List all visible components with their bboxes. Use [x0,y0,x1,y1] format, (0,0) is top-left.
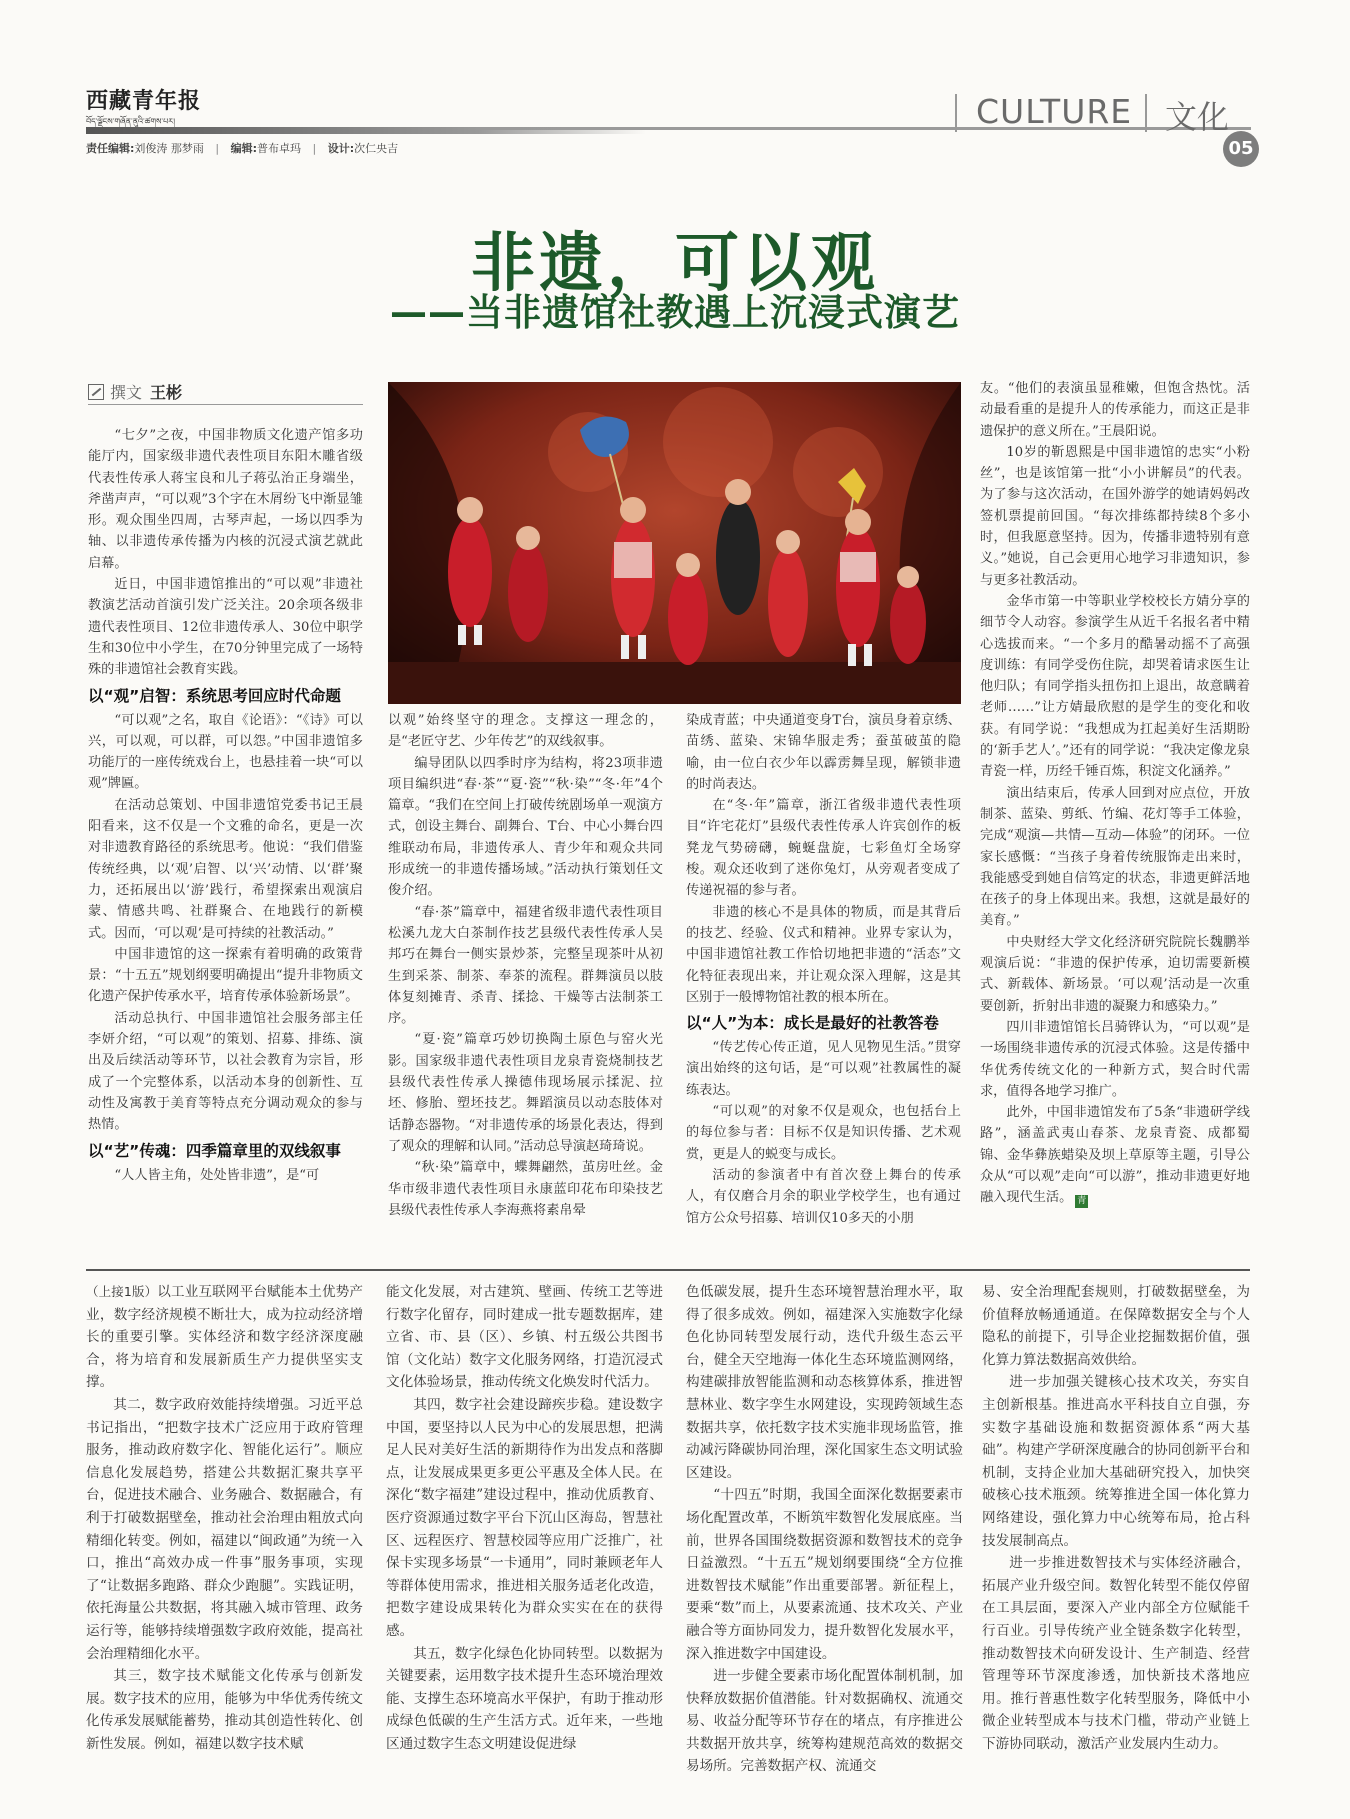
paragraph: “七夕”之夜，中国非物质文化遗产馆多功能厅内，国家级非遗代表性项目东阳木雕省级代表性传承人蒋宝良和儿子蒋弘治正身端坐，斧凿声声，“可以观”3个字在木屑纷飞中渐显雏形。观众围坐四周，古琴声起，一场以四季为轴、以非遗传承传播为内核的沉浸式演艺就此启幕。 [88,428,363,571]
paragraph: 进一步推进数智技术与实体经济融合，拓展产业升级空间。数智化转型不能仅停留在工具层面，要深入产业内部全方位赋能千行百业。引导传统产业全链条数字化转型，推动数智技术向研发设计、生产制造、经营管理等环节深度渗透，加快新技术落地应用。推行普惠性数字化转型服务，降低中小微企业转型成本与技术门槛，带动产业链上下游协同联动，激活产业发展内生动力。 [982,1555,1250,1752]
article-col3 [686,710,961,1229]
paragraph: “可以观”之名，取自《论语》：“《诗》可以兴，可以观，可以群，可以怨。”中国非遗馆多功能厅的一座传统戏台上，也悬挂着一块“可以观”牌匾。 [88,712,363,792]
photo-illustration [388,382,961,704]
end-mark-icon: 青 [1077,1196,1087,1207]
paragraph: 其二，数字政府效能持续增强。习近平总书记指出，“把数字技术广泛应用于政府管理服务，推动政府数字化、智能化运行”。顺应信息化发展趋势，搭建公共数据汇聚共享平台，促进技术融合、业务融合、数据融合，有利于打破数据壁垒，推动社会治理由粗放式向精细化转变。例如，福建以“闽政通”为统一入口，推出“高效办成一件事”服务事项，实现了“让数据多跑路、群众少跑腿”。实践证明，依托海量公共数据，将其融入城市管理、政务运行等，能够持续增强数字政府效能，提高社会治理精细化水平。 [86,1396,363,1662]
article-col4 [980,378,1250,1209]
section-divider [1145,94,1147,132]
paragraph: 金华市第一中等职业学校校长方婧分享的细节令人动容。参演学生从近千名报名者中精心选拔而来。“一个多月的酷暑动摇不了高强度训练：有同学受伤住院，却哭着请求医生让他归队；有同学指头扭伤扣上退出，故意瞒着老师……”让方婧最欣慰的是学生的变化和收获。有同学说：“我想成为扛起美好生活期盼的‘新手艺人’。”还有的同学说：“我决定像龙泉青瓷一样，历经千锤百炼，积淀文化涵养。” [980,593,1250,780]
paragraph: 在“冬·年”篇章，浙江省级非遗代表性项目“许宅花灯”县级代表性传承人许宾创作的板凳龙气势磅礴，蜿蜒盘旋，七彩鱼灯全场穿梭。观众还收到了迷你兔灯，从旁观者变成了传递祝福的参与者。 [686,798,961,899]
bottom-col2 [386,1281,663,1755]
bottom-column-3 [686,1281,963,1801]
paragraph: 四川非遗馆馆长吕骑铧认为，“可以观”是一场围绕非遗传承的沉浸式体验。这是传播中华优秀传统文化的一种新方式，契合时代需求，值得各地学习推广。 [980,1019,1250,1099]
section-heading: 以“观”启智：系统思考回应时代命题 [88,686,341,705]
article-column-1 [88,425,363,1265]
paragraph: “十四五”时期，我国全面深化数据要素市场化配置改革，不断筑牢数智化发展底座。当前，世界各国围绕数据资源和数智技术的竞争日益激烈。“十五五”规划纲要围绕“全方位推进数智技术赋能”作出重要部署。新征程上，要乘“数”而上，从要素流通、技术攻关、产业融合等方面协同发力，提升数智化发展水平，深入推进数字中国建设。 [686,1487,963,1662]
design-label: 设计: [327,142,355,155]
paragraph: 友。“他们的表演虽显稚嫩，但饱含热忱。活动最看重的是提升人的传承能力，而这正是非遗保护的意义所在。”王晨阳说。 [980,381,1250,439]
paragraph: “可以观”的对象不仅是观众，也包括台上的每位参与者：目标不仅是知识传播、艺术观赏，更是人的蜕变与成长。 [686,1104,961,1162]
editor: 普布卓玛 [257,142,302,155]
page-number: 05 [1223,131,1259,167]
byline [88,380,363,403]
chief-editor: 刘俊涛 那梦雨 [134,142,204,155]
section-title-en: CULTURE [976,92,1133,131]
paragraph: “人人皆主角，处处皆非遗”，是“可 [114,1167,320,1183]
section-heading: 以“艺”传魂：四季篇章里的双线叙事 [88,1141,341,1160]
article-column-4 [980,378,1250,1266]
paragraph: “夏·瓷”篇章巧妙切换陶土原色与窑火光影。国家级非遗代表性项目龙泉青瓷烧制技艺县级代表性传承人操德伟现场展示揉泥、拉坯、修胎、塑坯技艺。舞蹈演员以动态肢体对话静态器物。“对非遗传承的场景化表达，得到了观众的理解和认同。”活动总导演赵琦琦说。 [388,1032,663,1154]
designer: 次仁央吉 [354,142,399,155]
paragraph: 以观”始终坚守的理念。支撑这一理念的，是“老匠守艺、少年传艺”的双线叙事。 [388,713,663,750]
article-col1 [88,425,363,1186]
paragraph: 中央财经大学文化经济研究院院长魏鹏举观演后说：“非遗的保护传承，迫切需要新模式、新载体、新场景。‘可以观’活动是一次重要创新，折射出非遗的凝聚力和感染力。” [980,934,1250,1014]
header-rule-accent [86,127,646,134]
bottom-column-2 [386,1281,663,1801]
paragraph [86,1281,363,1394]
section-title-cn: 文化 [1165,98,1230,136]
paragraph: 易、安全治理配套规则，打破数据壁垒，为价值释放畅通通道。在保障数据安全与个人隐私的前提下，引导企业挖掘数据价值，强化算力算法数据高效供给。 [982,1284,1250,1368]
stage-performance-photo [388,382,961,704]
chief-editor-label: 责任编辑: [86,142,135,155]
bottom-col4 [982,1281,1250,1755]
paragraph: 活动的参演者中有首次登上舞台的传承人，有仅磨合月余的职业学校学生，也有通过馆方公众号招募、培训仅10多天的小朋 [686,1167,961,1226]
bottom-col3 [686,1281,963,1778]
pen-icon [88,384,104,400]
paragraph: 能文化发展，对古建筑、壁画、传统工艺等进行数字化留存，同时建成一批专题数据库，建立省、市、县（区）、乡镇、村五级公共图书馆（文化站）数字文化服务网络，打造沉浸式文化体验场景，推动传统文化焕发时代活力。 [386,1284,663,1391]
byline-label: 撰文 [110,383,143,402]
paragraph: 色低碳发展，提升生态环境智慧治理水平，取得了很多成效。例如，福建深入实施数字化绿色化协同转型发展行动，迭代升级生态云平台，健全天空地海一体化生态环境监测网络，构建碳排放智能监测和动态核算体系，推进智慧林业、数字孪生水网建设，实现跨领域生态数据共享，依托数字技术实施非现场监管，推动减污降碳协同治理，深化国家生态文明试验区建设。 [686,1284,963,1481]
paragraph: 染成青蓝；中央通道变身T台，演员身着京绣、苗绣、蓝染、宋锦华服走秀；蚕茧破茧的隐喻，由一位白衣少年以霹雳舞呈现，解锁非遗的时尚表达。 [686,713,961,792]
paragraph: 进一步健全要素市场化配置体制机制，加快释放数据价值潜能。针对数据确权、流通交易、收益分配等环节存在的堵点，有序推进公共数据开放共享，统筹构建规范高效的数据交易场所。完善数据产权、流通交 [686,1668,963,1775]
article-column-2 [388,710,663,1265]
article-title: 非遗，可以观 [471,227,879,301]
editor-credits: 责任编辑:刘俊涛 那梦雨 | 编辑:普布卓玛 | 设计:次仁央吉 [86,142,399,155]
paragraph: 编导团队以四季时序为结构，将23项非遗项目编织进“春·茶”“夏·瓷”“秋·染”“冬·年”4个篇章。“我们在空间上打破传统剧场单一观演方式，创设主舞台、副舞台、T台、中心小舞台四维联动布局，非遗传承人、青少年和观众共同形成统一的非遗传播场域。”活动执行策划任文俊介绍。 [388,755,663,899]
bottom-column-1 [86,1281,363,1801]
paragraph: 活动总执行、中国非遗馆社会服务部主任李妍介绍，“可以观”的策划、招募、排练、演出及后续活动等环节，以社会教育为宗旨，形成了一个完整体系，以活动本身的创新性、互动性及寓教于美育等特点充分调动观众的参与热情。 [88,1010,363,1133]
paragraph-text: 以工业互联网平台赋能本土优势产业，数字经济规模不断壮大，成为拉动经济增长的重要引擎。实体经济和数字经济深度融合，将为培育和发展新质生产力提供坚实支撑。 [86,1284,363,1391]
paragraph: “春·茶”篇章中，福建省级非遗代表性项目松溪九龙大白茶制作技艺县级代表性传承人吴邦巧在舞台一侧实景炒茶，完整呈现茶叶从初生到采茶、制茶、奉茶的流程。群舞演员以肢体复刻摊青、杀青、揉捻、干燥等古法制茶工序。 [388,904,663,1027]
editor-label: 编辑: [230,142,258,155]
paragraph: “传艺传心传正道，见人见物见生活。”贯穿演出始终的这句话，是“可以观”社教属性的凝练表达。 [686,1040,961,1098]
paragraph: 近日，中国非遗馆推出的“可以观”非遗社教演艺活动首演引发广泛关注。20余项各级非遗代表性项目、12位非遗传承人、30位中职学生和30位中小学生，在70分钟里完成了一场特殊的非遗馆社会教育实践。 [88,577,363,678]
newspaper-logo: 西藏青年报 [86,88,202,114]
byline-rule [88,404,363,405]
section-divider-rule [86,1269,1250,1271]
bottom-col1 [86,1281,363,1755]
article-column-3 [686,710,961,1265]
article-subtitle: ——当非遗馆社教遇上沉浸式演艺 [390,291,960,334]
paragraph: 10岁的靳恩熙是中国非遗馆的忠实“小粉丝”，也是该馆第一批“小小讲解员”的代表。为了参与这次活动，在国外游学的她请妈妈改签机票提前回国。“每次排练都持续8个多小时，但我愿意坚持。因为，传播非遗特别有意义。”她说，自己会更用心地学习非遗知识，参与更多社教活动。 [980,444,1250,588]
paragraph: 中国非遗馆的这一探索有着明确的政策背景：“十五五”规划纲要明确提出“提升非物质文化遗产保护传承水平，培育传承体验新场景”。 [88,946,363,1005]
paragraph: 其三，数字技术赋能文化传承与创新发展。数字技术的应用，能够为中华优秀传统文化传承发展赋能蓄势，推动其创造性转化、创新性发展。例如，福建以数字技术赋 [86,1668,363,1752]
paragraph: 演出结束后，传承人回到对应点位，开放制茶、蓝染、剪纸、竹编、花灯等手工体验，完成“观演—共情—互动—体验”的闭环。一位家长感慨：“当孩子身着传统服饰走出来时，我能感受到她自信笃定的状态，非遗更鲜活地在孩子的身上体现出来。我想，这就是最好的美育。” [980,785,1250,929]
paragraph: “秋·染”篇章中，蝶舞翩然，茧房吐丝。金华市级非遗代表性项目永康蓝印花布印染技艺县级代表性传承人李海燕将素帛晕 [388,1160,663,1218]
section-divider [955,94,957,132]
newspaper-logo-tibetan: བོད་ལྗོངས་གཞོན་ནུའི་ཚགས་པར། [86,117,175,126]
author-name: 王彬 [150,383,183,402]
paragraph: 非遗的核心不是具体的物质，而是其背后的技艺、经验、仪式和精神。业界专家认为，中国非遗馆社教工作恰切地把非遗的“活态”文化特征表现出来，并让观众深入理解，这是其区别于一般博物馆社教的根本所在。 [686,904,961,1005]
paragraph: 进一步加强关键核心技术攻关，夯实自主创新根基。推进高水平科技自立自强，夯实数字基础设施和数据资源体系“两大基础”。构建产学研深度融合的协同创新平台和机制，支持企业加大基础研究投入，加快突破核心技术瓶颈。统筹推进全国一体化算力网络建设，强化算力中心统筹布局，抢占科技发展制高点。 [982,1374,1250,1549]
paragraph: 在活动总策划、中国非遗馆党委书记王晨阳看来，这不仅是一个文雅的命名，更是一次对非遗教育路径的系统思考。他说：“我们借鉴传统经典，以‘观’启智、以‘兴’动情、以‘群’聚力，还拓展出以‘游’践行，希望探索出观演启蒙、情感共鸣、社群聚合、在地践行的新模式。因而，‘可以观’是可持续的社教活动。” [88,797,363,941]
bottom-column-4 [982,1281,1250,1801]
paragraph-text: 此外，中国非遗馆发布了5条“非遗研学线路”，涵盖武夷山春茶、龙泉青瓷、成都蜀锦、金华彝族蜡染及坝上草原等主题，引导公众从“可以观”走向“可以游”，推动非遗更好地融入现代生活。 [980,1105,1250,1206]
article-col2 [388,710,663,1221]
paragraph [980,1102,1250,1208]
section-heading: 以“人”为本：成长是最好的社教答卷 [686,1014,939,1033]
continued-label: （上接1版） [86,1284,158,1299]
paragraph: 其四，数字社会建设蹄疾步稳。建设数字中国，要坚持以人民为中心的发展思想，把满足人民对美好生活的新期待作为出发点和落脚点，让发展成果更多更公平惠及全体人民。在深化“数字福建”建设过程中，推动优质教育、医疗资源通过数字平台下沉山区海岛，智慧社区、远程医疗、智慧校园等应用广泛推广，社保卡实现多场景“一卡通用”，同时兼顾老年人等群体使用需求，推进相关服务适老化改造，把数字建设成果转化为群众实实在在的获得感。 [386,1396,663,1639]
paragraph: 其五，数字化绿色化协同转型。以数据为关键要素，运用数字技术提升生态环境治理效能、支撑生态环境高水平保护，有助于推动形成绿色低碳的生产生活方式。近年来，一些地区通过数字生态文明建设促进绿 [386,1645,663,1752]
